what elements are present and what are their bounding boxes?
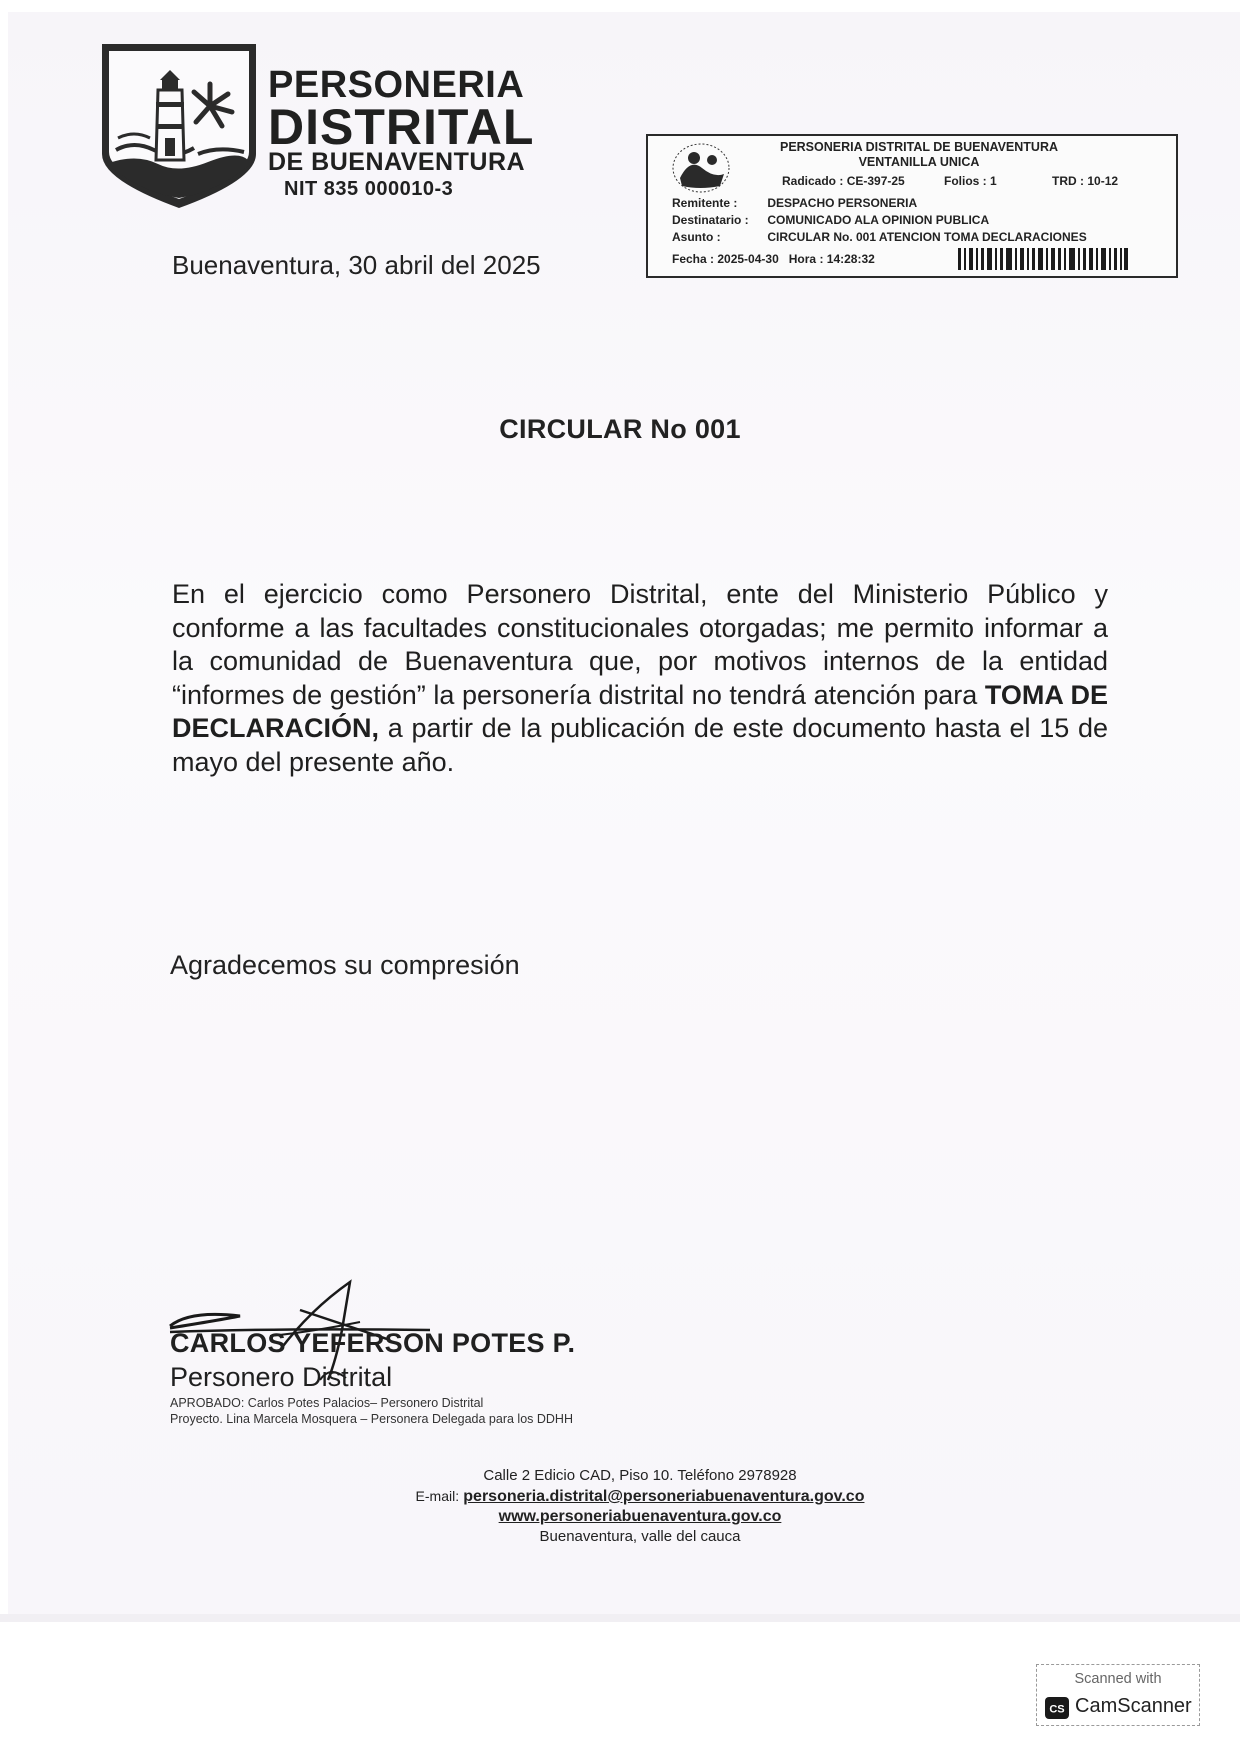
signer-title: Personero Distrital: [170, 1362, 393, 1392]
camscanner-watermark: [1036, 1664, 1200, 1726]
camscanner-logo-icon: [1045, 1697, 1069, 1719]
org-name-line3: DE BUENAVENTURA: [268, 148, 526, 176]
stamp-radicado-row: [782, 174, 905, 188]
stamp-destinatario-label: Destinatario :: [672, 213, 749, 227]
stamp-fecha-label: Fecha :: [672, 252, 715, 266]
stamp-destinatario-value: COMUNICADO ALA OPINION PUBLICA: [767, 213, 990, 227]
stamp-hora-value: 14:28:32: [826, 252, 875, 266]
closing-line: Agradecemos su compresión: [170, 950, 520, 980]
stamp-hora-label: Hora :: [788, 252, 824, 266]
stamp-folios-value: 1: [990, 174, 997, 188]
footer-website-link[interactable]: www.personeriabuenaventura.gov.co: [498, 1508, 782, 1525]
stamp-org-name: PERSONERIA DISTRITAL DE BUENAVENTURA: [779, 140, 1059, 154]
footer-city: Buenaventura, valle del cauca: [539, 1528, 741, 1545]
stamp-trd-value: 10-12: [1087, 174, 1119, 188]
stamp-radicado-label: Radicado :: [782, 174, 844, 188]
org-nit: NIT 835 000010-3: [284, 178, 454, 200]
circular-title: CIRCULAR No 001: [499, 414, 741, 444]
footer-email-label: E-mail:: [415, 1488, 460, 1504]
approved-note: APROBADO: Carlos Potes Palacios– Personero Distrital: [170, 1396, 484, 1410]
body-text-part1: En el ejercicio como Personero Distrital, ente del Ministerio Público y conforme a las facultades constitucionales otorgadas; me permito informar a la comunidad de Buenaventura que, por motivos internos de la entidad “informes de gestión” la personería distrital no tendrá atención para: [172, 579, 1108, 710]
stamp-unit: VENTANILLA UNICA: [858, 155, 980, 169]
barcode-icon: [958, 248, 1128, 270]
org-name-line2: DISTRITAL: [268, 99, 535, 155]
stamp-fecha-value: 2025-04-30: [717, 252, 779, 266]
radicado-stamp: [646, 134, 1178, 278]
scanned-with-label: Scanned with: [1074, 1671, 1162, 1687]
body-text-part2: a partir de la publicación de este documento hasta el 15 de mayo del presente año.: [172, 713, 1108, 777]
stamp-emblem-icon: [668, 138, 734, 196]
stamp-destinatario-row: [672, 213, 989, 227]
stamp-remitente-row: [672, 196, 917, 210]
footer-email-link[interactable]: personeria.distrital@personeriabuenaventura.gov.co: [463, 1488, 865, 1505]
body-text-bold: TOMA DE DECLARACIÓN,: [172, 679, 1108, 743]
stamp-folios-row: [944, 174, 997, 188]
organization-name: [268, 66, 534, 175]
circular-body: [172, 578, 1108, 779]
stamp-asunto-row: [672, 230, 1087, 244]
letterhead-footer: [0, 1466, 1240, 1547]
stamp-folios-label: Folios :: [944, 174, 987, 188]
svg-text:CS: CS: [1049, 1703, 1065, 1716]
stamp-remitente-label: Remitente :: [672, 196, 738, 210]
stamp-fecha-row: [672, 252, 875, 266]
document-date: Buenaventura, 30 abril del 2025: [172, 250, 541, 280]
signer-name: CARLOS YEFERSON POTES P.: [170, 1328, 576, 1358]
org-name-line1: PERSONERIA: [268, 64, 525, 106]
camscanner-name: CamScanner: [1075, 1695, 1192, 1717]
stamp-trd-label: TRD :: [1052, 174, 1084, 188]
stamp-asunto-value: CIRCULAR No. 001 ATENCION TOMA DECLARACIONES: [767, 230, 1087, 244]
stamp-remitente-value: DESPACHO PERSONERIA: [767, 196, 918, 210]
stamp-trd-row: [1052, 174, 1118, 188]
project-note: Proyecto. Lina Marcela Mosquera – Personera Delegada para los DDHH: [170, 1412, 573, 1426]
footer-address: Calle 2 Edicio CAD, Piso 10. Teléfono 2978928: [483, 1467, 797, 1484]
stamp-asunto-label: Asunto :: [672, 230, 721, 244]
stamp-radicado-value: CE-397-25: [846, 174, 905, 188]
lighthouse-logo-icon: [98, 42, 260, 210]
footer-email-line: [0, 1486, 1240, 1507]
sheet-edge: [0, 1614, 1240, 1622]
stamp-organization: [754, 140, 1084, 170]
